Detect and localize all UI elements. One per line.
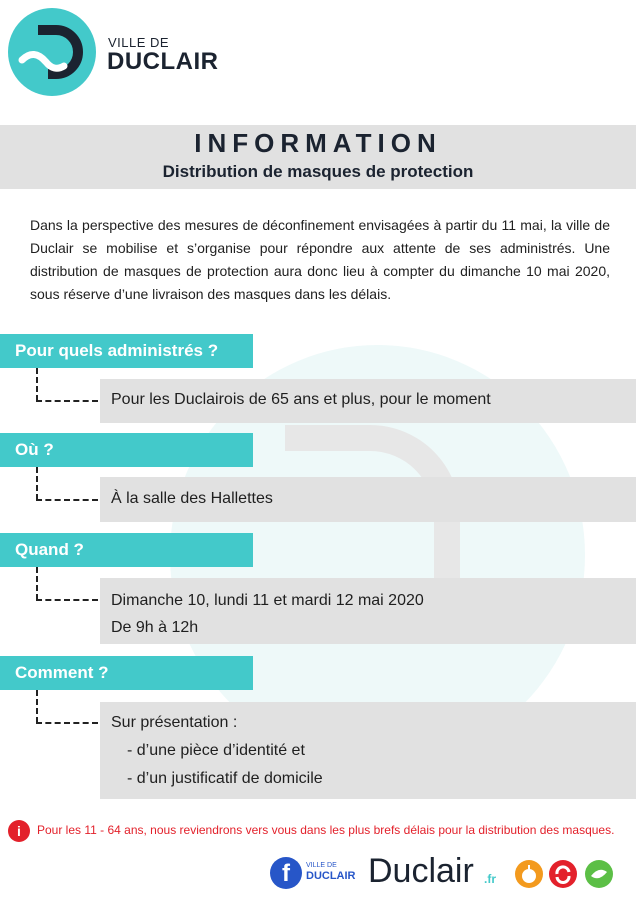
section-text: - d’un justificatif de domicile — [127, 770, 323, 787]
connector-vertical — [36, 467, 38, 500]
section-heading-how: Comment ? — [0, 656, 253, 690]
logo-city-prefix: VILLE DE — [108, 35, 170, 50]
section-box-who — [100, 379, 636, 423]
connector-horizontal — [36, 400, 98, 402]
section-heading-when: Quand ? — [0, 533, 253, 567]
website-brand[interactable]: Duclair — [368, 852, 474, 890]
section-text: Pour les Duclairois de 65 ans et plus, pour le moment — [111, 391, 491, 408]
facebook-icon[interactable]: f — [270, 857, 302, 889]
page-title: INFORMATION — [194, 128, 442, 158]
section-text: À la salle des Hallettes — [111, 490, 273, 507]
section-text: Sur présentation : — [111, 714, 238, 731]
connector-vertical — [36, 567, 38, 600]
connector-horizontal — [36, 599, 98, 601]
section-text: De 9h à 12h — [111, 619, 199, 636]
duclair-logo-icon — [8, 8, 96, 96]
section-box-when — [100, 578, 636, 644]
connector-horizontal — [36, 722, 98, 724]
website-suffix: .fr — [484, 872, 496, 886]
facebook-page-prefix: VILLE DE — [306, 862, 337, 869]
section-text: Dimanche 10, lundi 11 et mardi 12 mai 2020 — [111, 592, 424, 609]
connector-vertical — [36, 368, 38, 401]
recycle-icon — [549, 860, 577, 888]
section-box-how — [100, 702, 636, 799]
notice-text: Pour les 11 - 64 ans, nous reviendrons vers vous dans les plus brefs délais pour la distribution des masques. — [37, 823, 615, 837]
page-subtitle: Distribution de masques de protection — [162, 162, 474, 181]
facebook-page-name: DUCLAIR — [306, 870, 356, 882]
section-box-where — [100, 477, 636, 522]
section-heading-where: Où ? — [0, 433, 253, 467]
leaf-icon — [585, 860, 613, 888]
section-text: - d’une pièce d’identité et — [127, 742, 305, 759]
section-heading-who: Pour quels administrés ? — [0, 334, 253, 368]
intro-paragraph: Dans la perspective des mesures de déconfinement envisagées à partir du 11 mai, la ville de Duclair se mobilise et s’organise pour répondre aux attente de ses administrés. Une distribution de masques de protection aura donc lieu à compter du dimanche 10 mai 2020, sous réserve d’une livraison des masques dans les délais. — [30, 217, 610, 302]
connector-vertical — [36, 690, 38, 723]
connector-horizontal — [36, 499, 98, 501]
apple-icon — [515, 860, 543, 888]
logo-city-name: DUCLAIR — [107, 48, 219, 75]
info-icon: i — [8, 820, 30, 842]
